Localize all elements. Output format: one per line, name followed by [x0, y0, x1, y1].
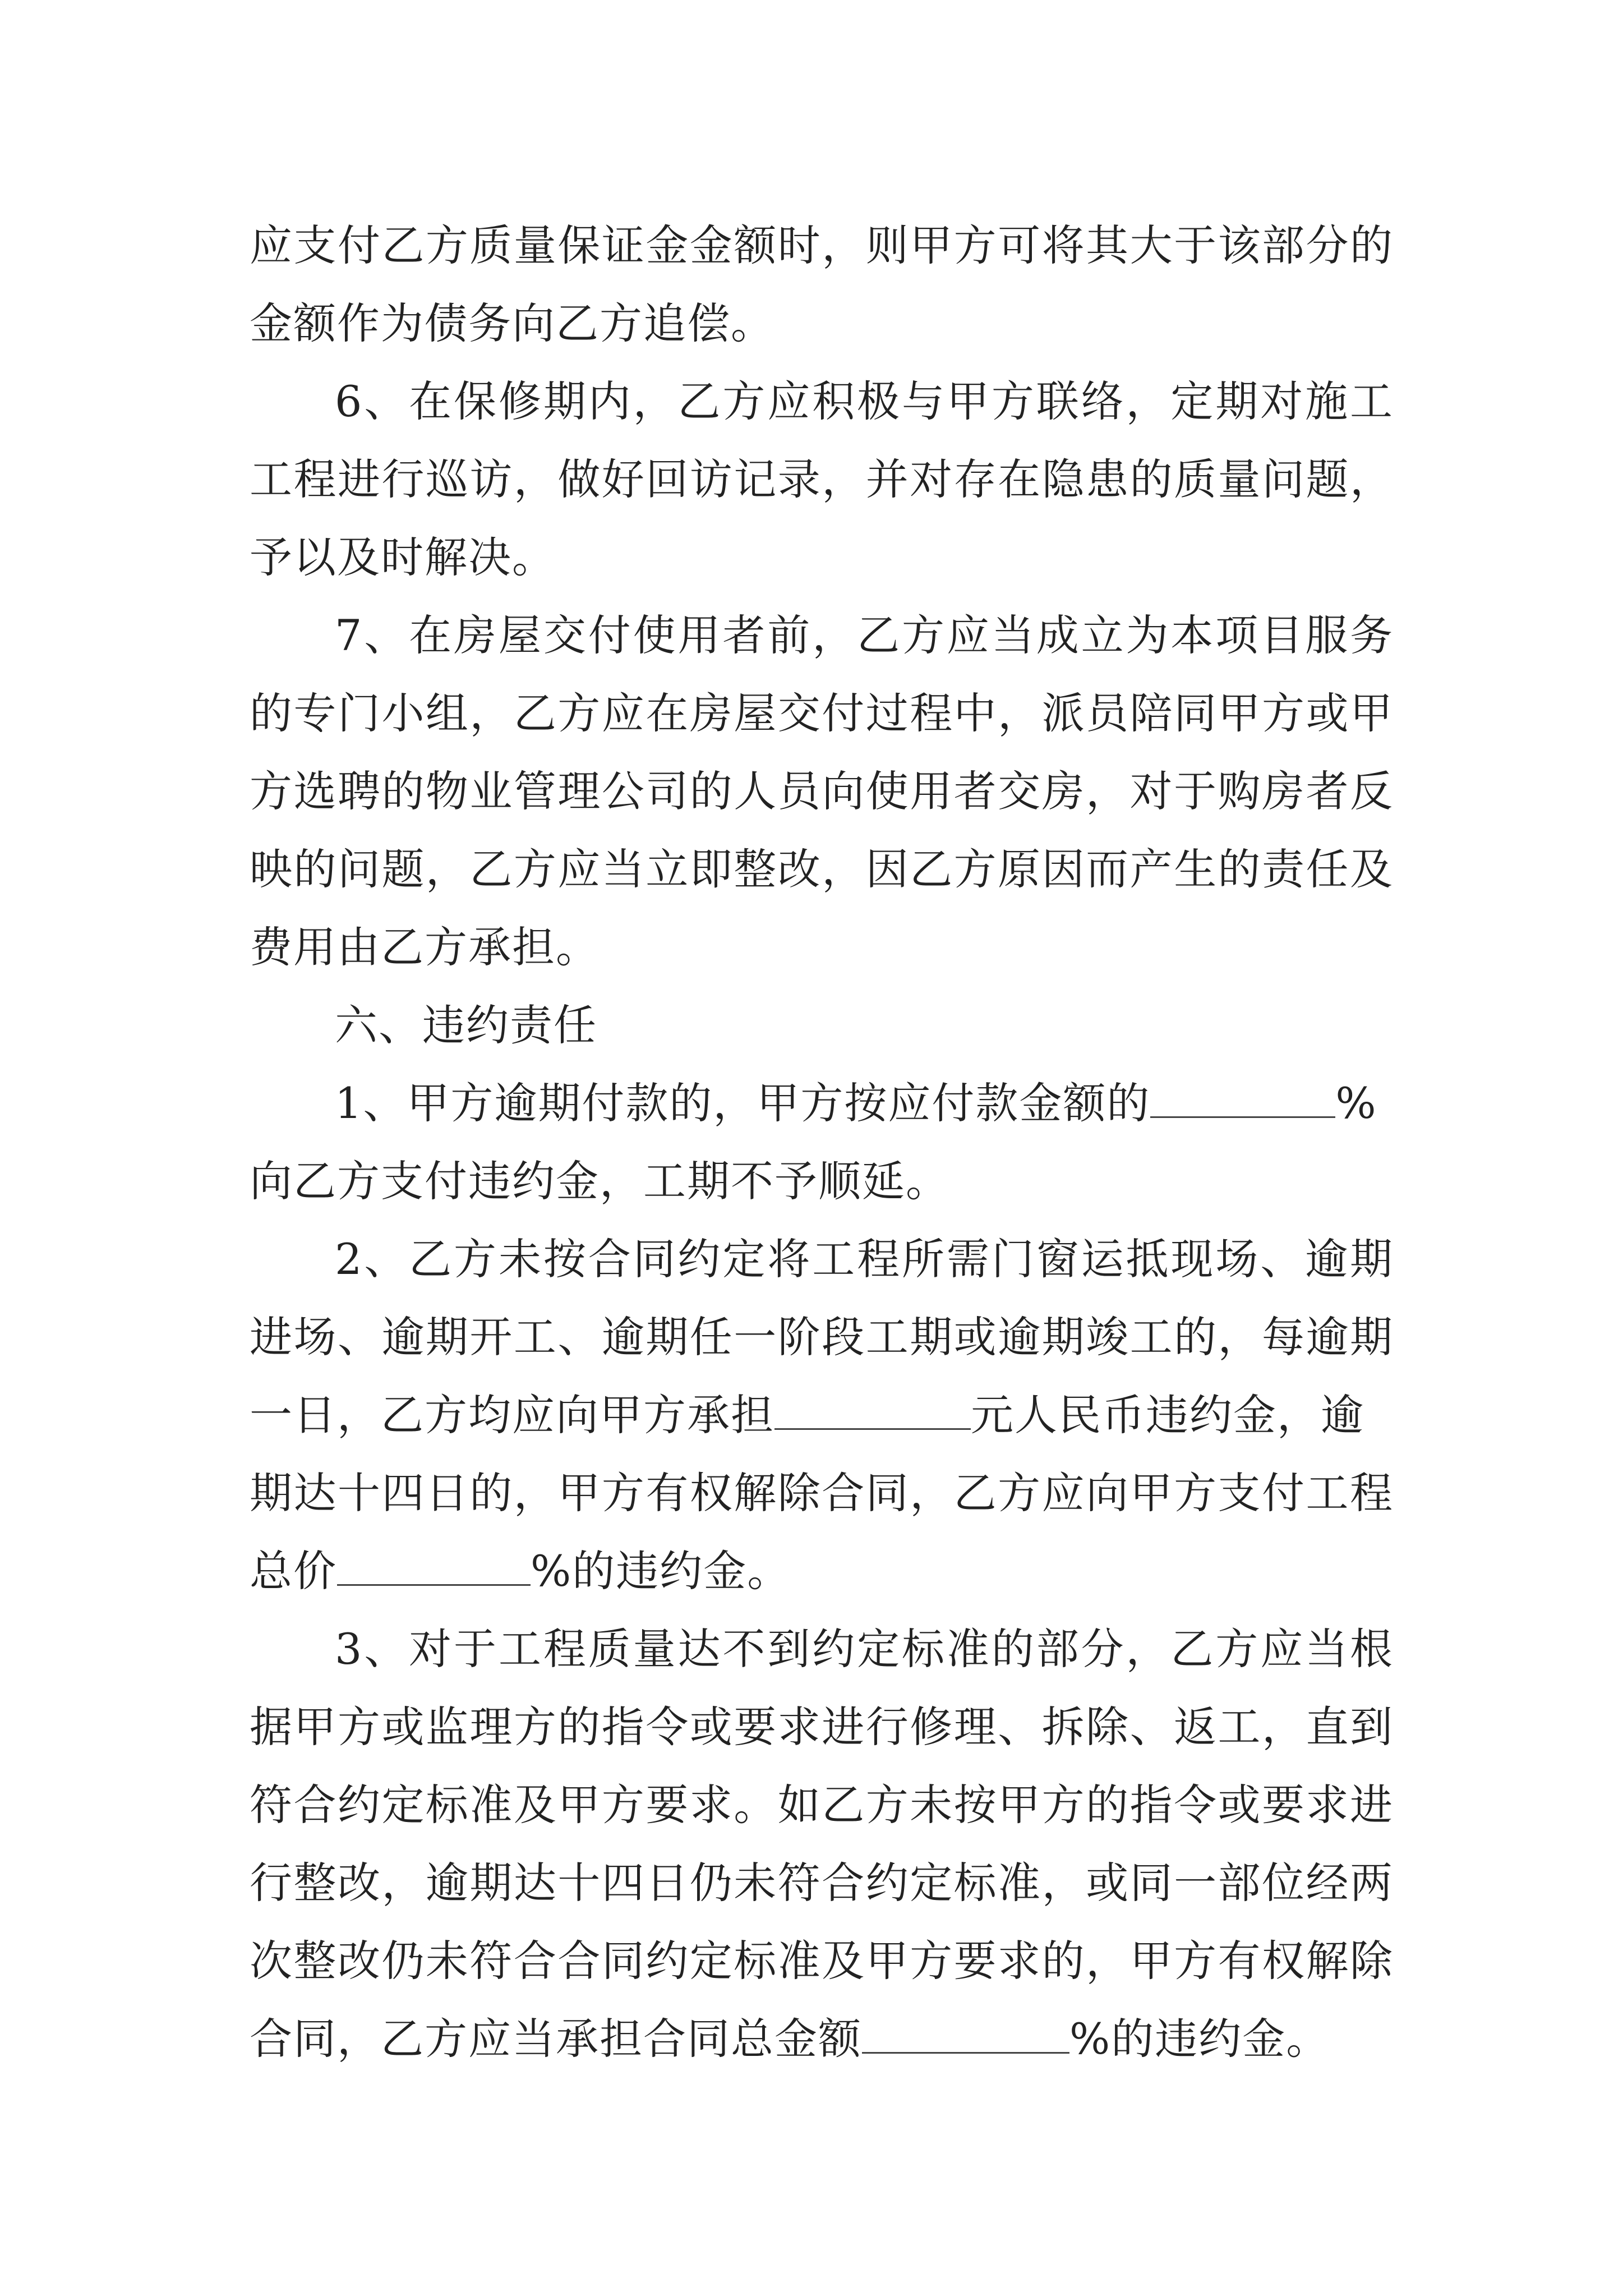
line-text: 行整改，逾期达十四日仍未符合约定标准，或同一部位经两 — [250, 1858, 1394, 1908]
line-text: 期达十四日的，甲方有权解除合同，乙方应向甲方支付工程 — [250, 1468, 1394, 1518]
line-text: 的专门小组，乙方应在房屋交付过程中，派员陪同甲方或甲 — [250, 688, 1394, 738]
line-text: 6、在保修期内，乙方应积极与甲方联络，定期对施工 — [335, 376, 1394, 426]
paragraph-line — [250, 440, 1394, 518]
paragraph-line — [250, 830, 1394, 908]
paragraph-line — [250, 752, 1394, 830]
paragraph-line — [250, 1766, 1394, 1844]
line-text: 予以及时解决。 — [250, 532, 556, 582]
paragraph-line — [250, 518, 1394, 596]
line-text: 方选聘的物业管理公司的人员向使用者交房，对于购房者反 — [250, 766, 1394, 816]
line-text: 工程进行巡访，做好回访记录，并对存在隐患的质量问题， — [250, 454, 1394, 504]
line-text: %的违约金。 — [531, 1546, 791, 1596]
line-text: 符合约定标准及甲方要求。如乙方未按甲方的指令或要求进 — [250, 1780, 1394, 1830]
line-text: %的违约金。 — [1069, 2014, 1330, 2064]
paragraph-line — [250, 1532, 1394, 1610]
section-heading — [250, 986, 1394, 1064]
paragraph-line — [250, 1376, 1394, 1454]
line-text: 费用由乙方承担。 — [250, 922, 600, 972]
line-text: 2、乙方未按合同约定将工程所需门窗运抵现场、逾期 — [335, 1234, 1394, 1284]
line-text: 3、对于工程质量达不到约定标准的部分，乙方应当根 — [335, 1624, 1394, 1674]
paragraph-line — [250, 206, 1394, 284]
line-text: 应支付乙方质量保证金金额时，则甲方可将其大于该部分的 — [250, 220, 1394, 270]
heading-text: 六、违约责任 — [335, 1000, 597, 1050]
clause-6-line — [250, 362, 1394, 440]
paragraph-line — [250, 674, 1394, 752]
fill-in-blank — [862, 2013, 1069, 2054]
percent-sign: % — [1335, 1078, 1377, 1128]
line-text: 7、在房屋交付使用者前，乙方应当成立为本项目服务 — [335, 610, 1394, 660]
line-text: 据甲方或监理方的指令或要求进行修理、拆除、返工，直到 — [250, 1702, 1394, 1752]
fill-in-blank — [1150, 1077, 1335, 1118]
line-text: 次整改仍未符合合同约定标准及甲方要求的，甲方有权解除 — [250, 1936, 1394, 1986]
line-text: 进场、逾期开工、逾期任一阶段工期或逾期竣工的，每逾期 — [250, 1312, 1394, 1362]
line-text: 1、甲方逾期付款的，甲方按应付款金额的 — [335, 1078, 1151, 1128]
line-text: 总价 — [250, 1546, 337, 1596]
line-text: 向乙方支付违约金，工期不予顺延。 — [250, 1156, 949, 1206]
paragraph-line — [250, 1298, 1394, 1376]
fill-in-blank — [774, 1389, 971, 1430]
line-text: 金额作为债务向乙方追偿。 — [250, 298, 774, 348]
clause-7-line — [250, 596, 1394, 674]
paragraph-line — [250, 1922, 1394, 2000]
paragraph-line — [250, 1454, 1394, 1532]
paragraph-line — [250, 284, 1394, 362]
line-text: 合同，乙方应当承担合同总金额 — [250, 2014, 862, 2064]
line-text: 一日，乙方均应向甲方承担 — [250, 1390, 774, 1440]
paragraph-line — [250, 2000, 1394, 2078]
paragraph-line — [250, 1844, 1394, 1922]
paragraph-line — [250, 1142, 1394, 1220]
document-body — [250, 206, 1394, 2078]
clause-2-line — [250, 1220, 1394, 1298]
clause-1-line — [250, 1064, 1394, 1142]
line-text: 元人民币违约金，逾 — [971, 1390, 1364, 1440]
clause-3-line — [250, 1610, 1394, 1688]
paragraph-line — [250, 908, 1394, 986]
fill-in-blank — [337, 1545, 531, 1586]
line-text: 映的问题，乙方应当立即整改，因乙方原因而产生的责任及 — [250, 844, 1394, 894]
paragraph-line — [250, 1688, 1394, 1766]
